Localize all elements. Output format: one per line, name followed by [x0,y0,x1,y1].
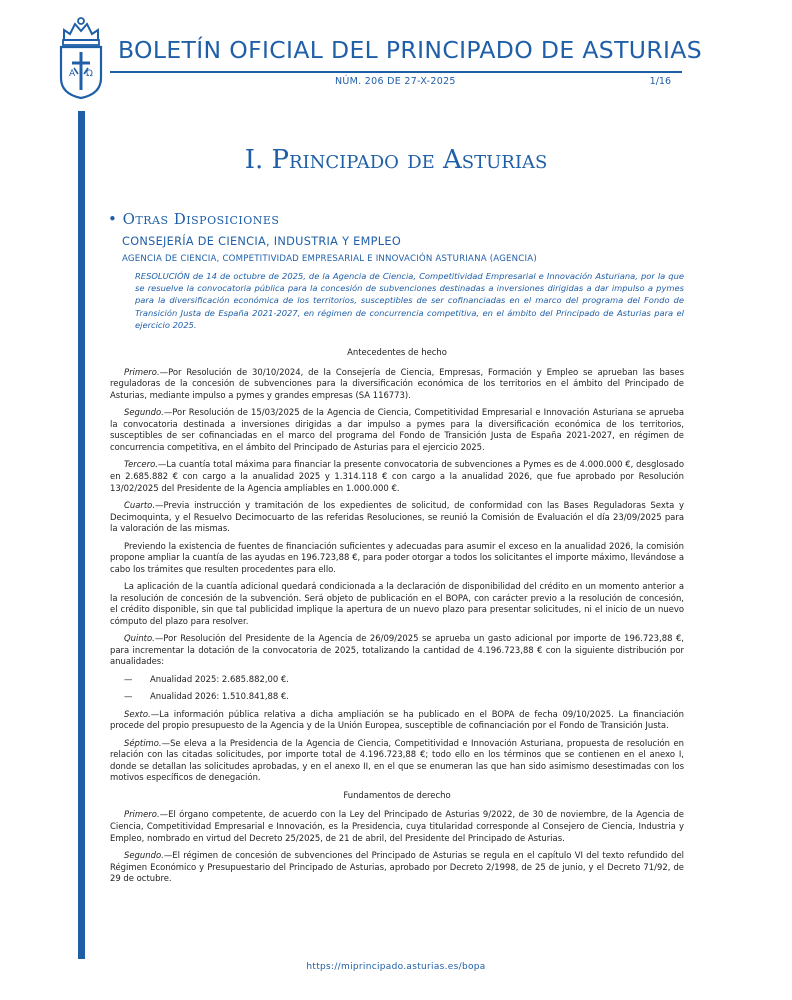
header-rule [110,71,682,73]
paragraph-text: —Se eleva a la Presidencia de la Agencia de Ciencia, Competitividad e Innovación Asturiana, propuesta de resolución en relación con las citadas solicitudes, por importe total de 4.196.723,88 €; todo ello en los términos que se contienen en el anexo I, donde se detallan las solicitudes aprobadas, y en el anexo II, en el que se enumeran las que han sido asimismo desestimadas con los motivos específicos de denegación. [110,737,684,783]
paragraph [110,633,684,668]
paragraph-lead: Sexto. [124,708,151,719]
paragraph [110,709,684,732]
paragraph-text: —Previa instrucción y tramitación de los expedientes de solicitud, de conformidad con las Bases Reguladoras Sexta y Decimoquinta, y el Resuelvo Decimocuarto de las referidas Resoluciones, se reunió la Comisión de Evaluación el día 23/09/2025 para la valoración de las mismas. [110,499,684,534]
paragraph-lead: Segundo. [124,849,164,860]
paragraph-text: —Por Resolución de 15/03/2025 de la Agencia de Ciencia, Competitividad Empresarial e Innovación Asturiana se aprueba la convocatoria destinada a inversiones dirigidas a dar impulso a pymes para la diversificación económica de los territorios, susceptibles de ser cofinanciadas en el marco del programa del Fondo de Transición Justa de España 2021-2027, en régimen de concurrencia competitiva, en el ámbito del Principado de Asturias para el ejercicio 2025. [110,407,684,452]
footer-link[interactable]: https://miprincipado.asturias.es/bopa [306,962,486,972]
asturias-coat-of-arms-logo [56,16,106,100]
paragraph: Previendo la existencia de fuentes de financiación suficientes y adecuadas para asumir el exceso en la anualidad 2026, la comisión propone ampliar la cuantía de las ayudas en 196.723,88 €, para poder otorgar a todos los solicitantes el importe máximo, llevándose a cabo los trámites que resulten procedentes para ello. [110,540,684,574]
agency-name: AGENCIA DE CIENCIA, COMPETITIVIDAD EMPRESARIAL E INNOVACIÓN ASTURIANA (AGENCIA) [122,254,537,264]
heading-fundamentos: Fundamentos de derecho [343,789,451,800]
paragraph [110,367,684,402]
bulletin-title: BOLETÍN OFICIAL DEL PRINCIPADO DE ASTURIAS [118,36,702,64]
list-item-text: Anualidad 2025: 2.685.882,00 €. [150,673,289,684]
section-title: I. Principado de Asturias [244,145,548,175]
list-item-text: Anualidad 2026: 1.510.841,88 €. [150,691,289,702]
paragraph [110,809,684,844]
paragraph [110,500,684,535]
subsection-title: • Otras Disposiciones [108,210,280,228]
svg-text:Ω: Ω [86,69,93,79]
paragraph-lead: Tercero. [124,459,158,470]
paragraph [110,459,684,494]
paragraph: La aplicación de la cuantía adicional quedará condicionada a la declaración de disponibilidad del crédito en un momento anterior a la resolución de concesión de la subvención. Será objeto de publicación en el BOPA, con carácter previo a la resolución de concesión, el crédito disponible, sin que tal publicidad implique la apertura de un nuevo plazo para presentar solicitudes, ni el inicio de un nuevo cómputo del plazo para resolver. [110,581,684,626]
paragraph-text: —La información pública relativa a dicha ampliación se ha publicado en el BOPA de fecha 09/10/2025. La financiación procede del propio presupuesto de la Agencia y de la Unión Europea, susceptible de cofinanciación por el Fondo de Transición Justa. [110,708,684,731]
paragraph-lead: Quinto. [124,633,155,644]
list-item [124,674,684,686]
heading-antecedentes: Antecedentes de hecho [347,347,447,357]
svg-text:A: A [69,69,76,79]
paragraph [110,738,684,784]
paragraph [110,850,684,885]
paragraph-lead: Primero. [124,366,160,377]
department-name: CONSEJERÍA DE CIENCIA, INDUSTRIA Y EMPLEO [122,235,402,248]
dash-mark: — [124,673,133,684]
issue-number: NÚM. 206 DE 27-X-2025 [335,76,456,87]
paragraph-lead: Cuarto. [124,499,156,510]
dash-mark: — [124,691,133,702]
paragraph [110,407,684,453]
paragraph-lead: Séptimo. [124,737,162,748]
page-number: 1/16 [649,76,671,87]
paragraph-text: —El órgano competente, de acuerdo con la Ley del Principado de Asturias 9/2022, de 30 de noviembre, de la Agencia de Ciencia, Competitividad Empresarial e Innovación, es la Presidencia, cuya titularidad corresponde al Consejero de Ciencia, Industria y Empleo, nombrado en virtud del Decreto 25/2025, de 21 de abril, del Presidente del Principado de Asturias. [110,809,684,843]
paragraph-text: —El régimen de concesión de subvenciones del Principado de Asturias se regula en el capítulo VI del texto refundido del Régimen Económico y Presupuestario del Principado de Asturias, aprobado por Decreto 2/1998, de 25 de junio, y el Decreto 71/92, de 29 de octubre. [110,849,684,884]
paragraph-text: —Por Resolución de 30/10/2024, de la Consejería de Ciencia, Empresas, Formación y Empleo se aprueban las bases reguladoras de la concesión de subvenciones para la diversificación económica de los territorios en el ámbito del Principado de Asturias, mediante impulso a pymes y grandes empresas (SA 116773). [110,366,684,400]
list-item [124,691,684,703]
paragraph-lead: Segundo. [124,407,164,418]
resolution-summary: RESOLUCIÓN de 14 de octubre de 2025, de la Agencia de Ciencia, Competitividad Empresarial e Innovación Asturiana, por la que se resuelve la convocatoria pública para la concesión de subvenciones destinadas a inversiones dirigidas a dar impulso a pymes para la diversificación económica de los territorios, susceptibles de ser cofinanciadas en el marco del programa del Fondo de Transición Justa de España 2021-2027, en régimen de concurrencia competitiva, en el ámbito del Principado de Asturias para el ejercicio 2025. [135,271,684,330]
document-body [110,345,684,891]
paragraph-text: —Por Resolución del Presidente de la Agencia de 26/09/2025 se aprueba un gasto adicional por importe de 196.723,88 €, para incrementar la dotación de la convocatoria de 2025, totalizando la cantidad de 4.196.723,88 € con la siguiente distribución por anualidades: [110,633,684,667]
paragraph-text: —La cuantía total máxima para financiar la presente convocatoria de subvenciones a Pymes es de 4.000.000 €, desglosado en 2.685.882 € con cargo a la anualidad 2025 y 1.314.118 € con cargo a la anualidad 2026, que fue aprobado por Resolución 13/02/2025 del Presidente de la Agencia ampliables en 1.000.000 €. [110,459,684,493]
paragraph-lead: Primero. [124,809,160,820]
document-code: Cód. 2025-08584 [78,830,87,900]
